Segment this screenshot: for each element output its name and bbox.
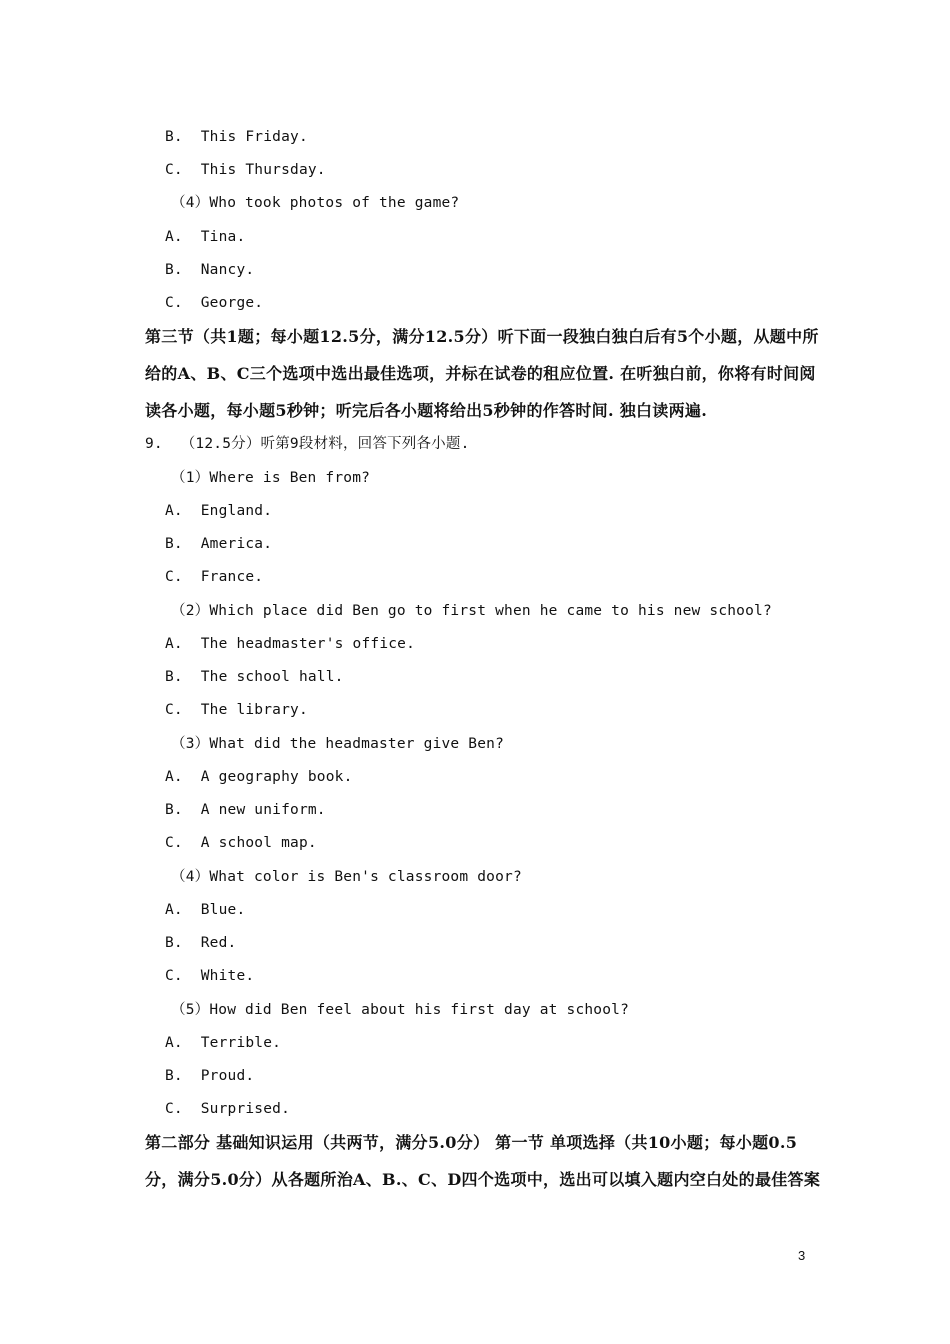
option-c-france: C. France. xyxy=(165,569,264,585)
question-9-3: （3）What did the headmaster give Ben? xyxy=(171,736,505,752)
option-b-proud: B. Proud. xyxy=(165,1068,255,1084)
question-9-heading: 9. （12.5分）听第9段材料，回答下列各小题. xyxy=(145,436,470,452)
option-a-office: A. The headmaster's office. xyxy=(165,636,416,652)
section3-instructions-line2: 给的A、B、C三个选项中选出最佳选项，并标在试卷的租应位置. 在听独白前，你将有时间阅 xyxy=(145,364,816,383)
page-number: 3 xyxy=(798,1248,806,1263)
option-a-blue: A. Blue. xyxy=(165,902,246,918)
question-9-5: （5）How did Ben feel about his first day at school? xyxy=(171,1002,630,1018)
option-b-hall: B. The school hall. xyxy=(165,669,344,685)
section3-instructions-line3: 读各小题，每小题5秒钟；听完后各小题将给出5秒钟的作答时间. 独白读两遍. xyxy=(145,401,708,420)
option-b-america: B. America. xyxy=(165,536,273,552)
option-c-surprised: C. Surprised. xyxy=(165,1101,291,1117)
option-a-geography-book: A. A geography book. xyxy=(165,769,353,785)
question-9-2: （2）Which place did Ben go to first when he came to his new school? xyxy=(171,603,772,619)
part2-instructions-line1: 第二部分 基础知识运用（共两节，满分5.0分） 第一节 单项选择（共10小题；每小题0.5 xyxy=(145,1133,798,1152)
option-b-red: B. Red. xyxy=(165,935,237,951)
option-c-white: C. White. xyxy=(165,968,255,984)
question-4-photos: （4）Who took photos of the game? xyxy=(171,195,460,211)
option-c-thursday: C. This Thursday. xyxy=(165,162,326,178)
option-c-library: C. The library. xyxy=(165,702,308,718)
part2-instructions-line2: 分，满分5.0分）从各题所治A、B.、C、D四个选项中，选出可以填入题内空白处的最佳答案 xyxy=(145,1170,821,1189)
option-b-nancy: B. Nancy. xyxy=(165,262,255,278)
question-9-1: （1）Where is Ben from? xyxy=(171,470,371,486)
option-a-terrible: A. Terrible. xyxy=(165,1035,282,1051)
option-c-george: C. George. xyxy=(165,295,264,311)
section3-instructions-line1: 第三节（共1题；每小题12.5分，满分12.5分）听下面一段独白独白后有5个小题，从题中所 xyxy=(145,327,819,346)
option-c-school-map: C. A school map. xyxy=(165,835,317,851)
option-a-england: A. England. xyxy=(165,503,273,519)
option-b-friday: B. This Friday. xyxy=(165,129,308,145)
option-b-uniform: B. A new uniform. xyxy=(165,802,326,818)
question-9-4: （4）What color is Ben's classroom door? xyxy=(171,869,522,885)
option-a-tina: A. Tina. xyxy=(165,229,246,245)
